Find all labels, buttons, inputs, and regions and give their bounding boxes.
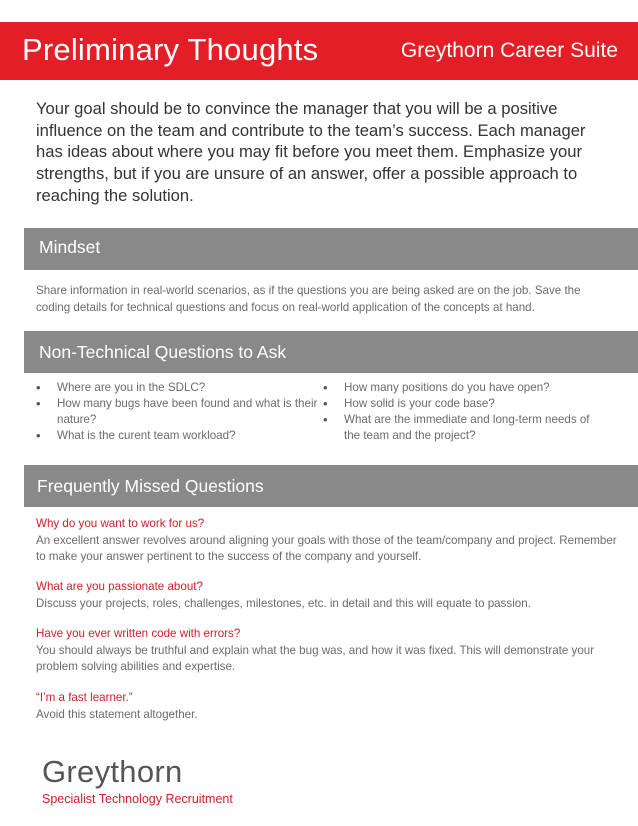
faq-item — [36, 516, 626, 566]
intro-paragraph: Your goal should be to convince the manager that you will be a positive influence on the team and contribute to the team’s success. Each manager has ideas about where you may fit before you meet them. Emphasize your strengths, but if you are unsure of an answer, offer a possible approach to reaching the solution. — [36, 99, 586, 205]
header-banner — [0, 22, 638, 80]
list-item: • How many bugs have been found and what is their nature? — [36, 396, 336, 428]
faq-answer: Discuss your projects, roles, challenges, milestones, etc. in detail and this will equate to passion. — [36, 596, 531, 610]
faq-question: What are you passionate about? — [36, 580, 203, 593]
list-item: • How solid is your code base? — [323, 396, 603, 412]
faq-question: “I’m a fast learner.” — [36, 691, 133, 704]
faq-answer: An excellent answer revolves around aligning your goals with those of the team/company and project. Remember to make your answer pertinent to the success of the company and yourself. — [36, 533, 617, 563]
faq-answer: You should always be truthful and explain what the bug was, and how it was fixed. This will demonstrate your problem solving abilities and expertise. — [36, 643, 595, 673]
list-item: • How many positions do you have open? — [323, 380, 603, 396]
faq-question: Why do you want to work for us? — [36, 517, 205, 530]
question-list-left — [36, 380, 336, 444]
section-header-missed-questions: Frequently Missed Questions — [24, 465, 638, 507]
faq-answer: Avoid this statement altogether. — [36, 707, 198, 721]
faq-item — [36, 690, 626, 723]
section-header-mindset: Mindset — [24, 228, 638, 270]
faq-item — [36, 626, 626, 676]
company-tagline: Specialist Technology Recruitment — [42, 792, 233, 806]
faq-question: Have you ever written code with errors? — [36, 627, 241, 640]
page-title: Preliminary Thoughts — [22, 32, 319, 67]
company-logo: Greythorn — [42, 754, 183, 789]
mindset-text: Share information in real-world scenarios, as if the questions you are being asked are on the job. Save the coding details for technical questions and focus on real-world application of the concepts at hand. — [36, 284, 581, 314]
brand-name: Greythorn Career Suite — [400, 39, 618, 62]
list-item: • Where are you in the SDLC? — [36, 380, 336, 396]
question-list-right — [323, 380, 603, 444]
faq-item — [36, 579, 626, 612]
list-item: • What are the immediate and long-term needs of the team and the project? — [323, 412, 603, 444]
list-item: • What is the curent team workload? — [36, 428, 336, 444]
section-header-non-technical: Non-Technical Questions to Ask — [24, 331, 638, 373]
